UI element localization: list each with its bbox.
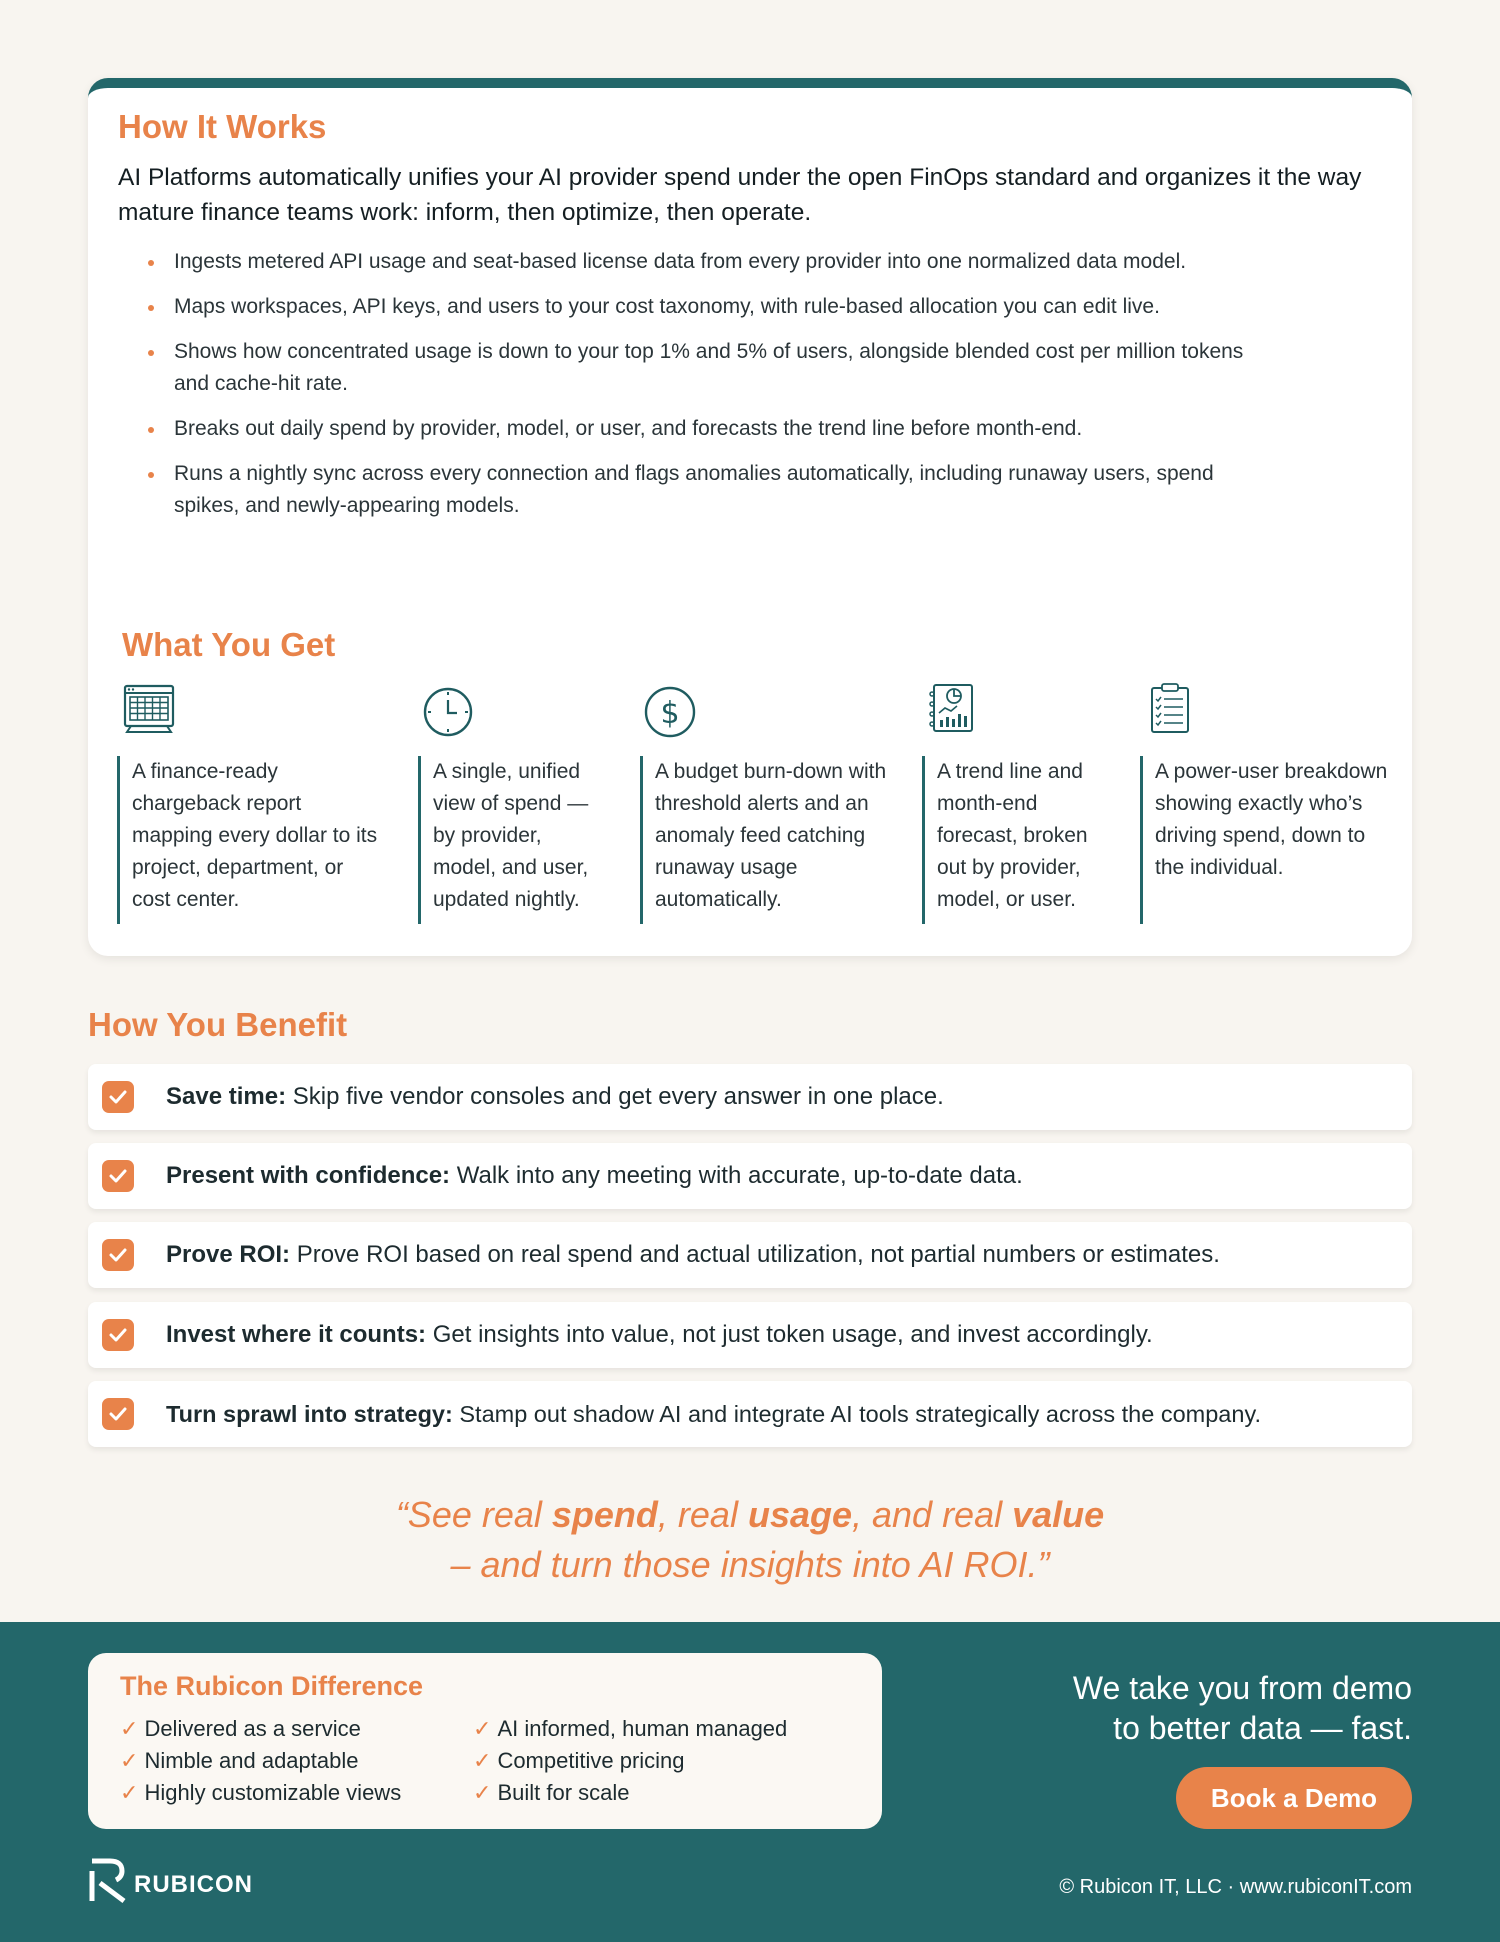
difference-item: Built for scale bbox=[497, 1780, 630, 1805]
checkmark-icon: ✓ bbox=[120, 1748, 139, 1773]
benefit-description: Stamp out shadow AI and integrate AI tools strategically across the company. bbox=[459, 1400, 1261, 1427]
benefit-row bbox=[88, 1143, 1412, 1209]
difference-item: Nimble and adaptable bbox=[144, 1748, 359, 1773]
feature-unified-view bbox=[418, 680, 608, 924]
feature-text: A trend line and month-end forecast, broken out by provider, model, or user. bbox=[922, 756, 1122, 924]
list-item: Shows how concentrated usage is down to your top 1% and 5% of users, alongside blended cost per million tokens and cache-hit rate. bbox=[148, 336, 1278, 400]
feature-trend-forecast bbox=[922, 680, 1122, 924]
benefit-text bbox=[166, 1241, 1220, 1269]
rubicon-logo-icon bbox=[88, 1857, 130, 1905]
benefit-row bbox=[88, 1381, 1412, 1447]
quote-line-2: – and turn those insights into AI ROI.” bbox=[450, 1544, 1050, 1585]
feature-text: A finance-ready chargeback report mapping every dollar to its project, department, or cost center. bbox=[117, 756, 387, 924]
checkbox-checked-icon bbox=[102, 1160, 134, 1192]
rubicon-logo bbox=[88, 1857, 253, 1905]
list-item bbox=[473, 1745, 787, 1777]
benefit-row bbox=[88, 1222, 1412, 1288]
tagline-line: We take you from demo bbox=[1072, 1670, 1412, 1706]
checkmark-icon: ✓ bbox=[120, 1716, 139, 1741]
checkmark-icon: ✓ bbox=[473, 1780, 492, 1805]
feature-chargeback bbox=[117, 680, 387, 924]
benefit-description: Prove ROI based on real spend and actual utilization, not partial numbers or estimates. bbox=[296, 1241, 1220, 1268]
overview-card bbox=[88, 78, 1412, 956]
difference-item: Competitive pricing bbox=[497, 1748, 685, 1773]
benefit-row bbox=[88, 1302, 1412, 1368]
list-item bbox=[120, 1777, 401, 1809]
footer bbox=[0, 1622, 1500, 1942]
list-item bbox=[473, 1713, 787, 1745]
checkbox-checked-icon bbox=[102, 1398, 134, 1430]
benefit-text bbox=[166, 1083, 944, 1111]
benefit-label: Save time: bbox=[166, 1083, 287, 1110]
spreadsheet-icon bbox=[117, 680, 177, 740]
checkbox-checked-icon bbox=[102, 1081, 134, 1113]
difference-list-right bbox=[473, 1713, 787, 1809]
rubicon-difference-box bbox=[88, 1653, 882, 1829]
feature-budget-burndown bbox=[640, 680, 890, 924]
quote-text: , and real bbox=[852, 1494, 1013, 1535]
list-item: Maps workspaces, API keys, and users to your cost taxonomy, with rule-based allocation you can edit live. bbox=[148, 291, 1278, 323]
benefit-description: Walk into any meeting with accurate, up-to-date data. bbox=[456, 1162, 1023, 1189]
benefit-text bbox=[166, 1162, 1023, 1190]
what-you-get-title: What You Get bbox=[122, 626, 336, 663]
list-item bbox=[473, 1777, 787, 1809]
benefit-label: Present with confidence: bbox=[166, 1162, 451, 1189]
benefit-label: Prove ROI: bbox=[166, 1241, 291, 1268]
difference-item: Delivered as a service bbox=[144, 1716, 361, 1741]
checkmark-icon: ✓ bbox=[473, 1748, 492, 1773]
list-item: Runs a nightly sync across every connection and flags anomalies automatically, including runaway users, spend spikes, and newly-appearing models. bbox=[148, 458, 1278, 522]
pull-quote bbox=[0, 1490, 1500, 1590]
logo-wordmark: RUBICON bbox=[134, 1871, 253, 1898]
quote-emphasis: usage bbox=[747, 1494, 852, 1535]
quote-line-1 bbox=[0, 1490, 1500, 1540]
benefit-description: Get insights into value, not just token usage, and invest accordingly. bbox=[432, 1321, 1153, 1348]
benefit-description: Skip five vendor consoles and get every answer in one place. bbox=[292, 1083, 944, 1110]
quote-emphasis: value bbox=[1012, 1494, 1105, 1535]
difference-item: Highly customizable views bbox=[144, 1780, 402, 1805]
feature-text: A power-user breakdown showing exactly who’s driving spend, down to the individual. bbox=[1140, 756, 1390, 924]
quote-text: “See real bbox=[395, 1494, 552, 1535]
list-item bbox=[120, 1713, 401, 1745]
benefit-text bbox=[166, 1401, 1261, 1428]
checkbox-checked-icon bbox=[102, 1239, 134, 1271]
difference-list-left bbox=[120, 1713, 401, 1809]
benefit-label: Invest where it counts: bbox=[166, 1321, 427, 1348]
copyright-text: © Rubicon IT, LLC · www.rubiconIT.com bbox=[1059, 1876, 1412, 1898]
feature-power-user bbox=[1140, 680, 1390, 924]
how-it-works-list bbox=[148, 246, 1328, 535]
checkmark-icon: ✓ bbox=[120, 1780, 139, 1805]
dollar-icon bbox=[640, 680, 700, 740]
quote-text: , real bbox=[657, 1494, 748, 1535]
clipboard-icon bbox=[1140, 680, 1200, 740]
difference-title: The Rubicon Difference bbox=[120, 1671, 424, 1701]
quote-emphasis: spend bbox=[551, 1494, 658, 1535]
benefit-row bbox=[88, 1064, 1412, 1130]
clock-icon bbox=[418, 680, 478, 740]
list-item bbox=[120, 1745, 401, 1777]
tagline bbox=[1073, 1668, 1412, 1748]
svg-text:$: $ bbox=[660, 696, 680, 731]
list-item: Breaks out daily spend by provider, model, or user, and forecasts the trend line before month-end. bbox=[148, 413, 1278, 445]
report-chart-icon bbox=[922, 680, 982, 740]
how-it-works-intro: AI Platforms automatically unifies your AI provider spend under the open FinOps standard and organizes it the way mature finance teams work: inform, then optimize, then operate. bbox=[118, 164, 1362, 226]
list-item: Ingests metered API usage and seat-based license data from every provider into one normalized data model. bbox=[148, 246, 1278, 278]
benefit-label: Turn sprawl into strategy: bbox=[166, 1400, 453, 1427]
how-it-works-title: How It Works bbox=[118, 108, 327, 145]
benefit-text bbox=[166, 1321, 1153, 1349]
difference-item: AI informed, human managed bbox=[497, 1716, 788, 1741]
book-demo-button[interactable]: Book a Demo bbox=[1176, 1767, 1412, 1829]
checkmark-icon: ✓ bbox=[473, 1716, 492, 1741]
tagline-line: to better data — fast. bbox=[1113, 1710, 1412, 1746]
feature-text: A budget burn-down with threshold alerts and an anomaly feed catching runaway usage automatically. bbox=[640, 756, 890, 924]
how-you-benefit-title: How You Benefit bbox=[88, 1006, 348, 1043]
feature-text: A single, unified view of spend — by provider, model, and user, updated nightly. bbox=[418, 756, 608, 924]
checkbox-checked-icon bbox=[102, 1319, 134, 1351]
